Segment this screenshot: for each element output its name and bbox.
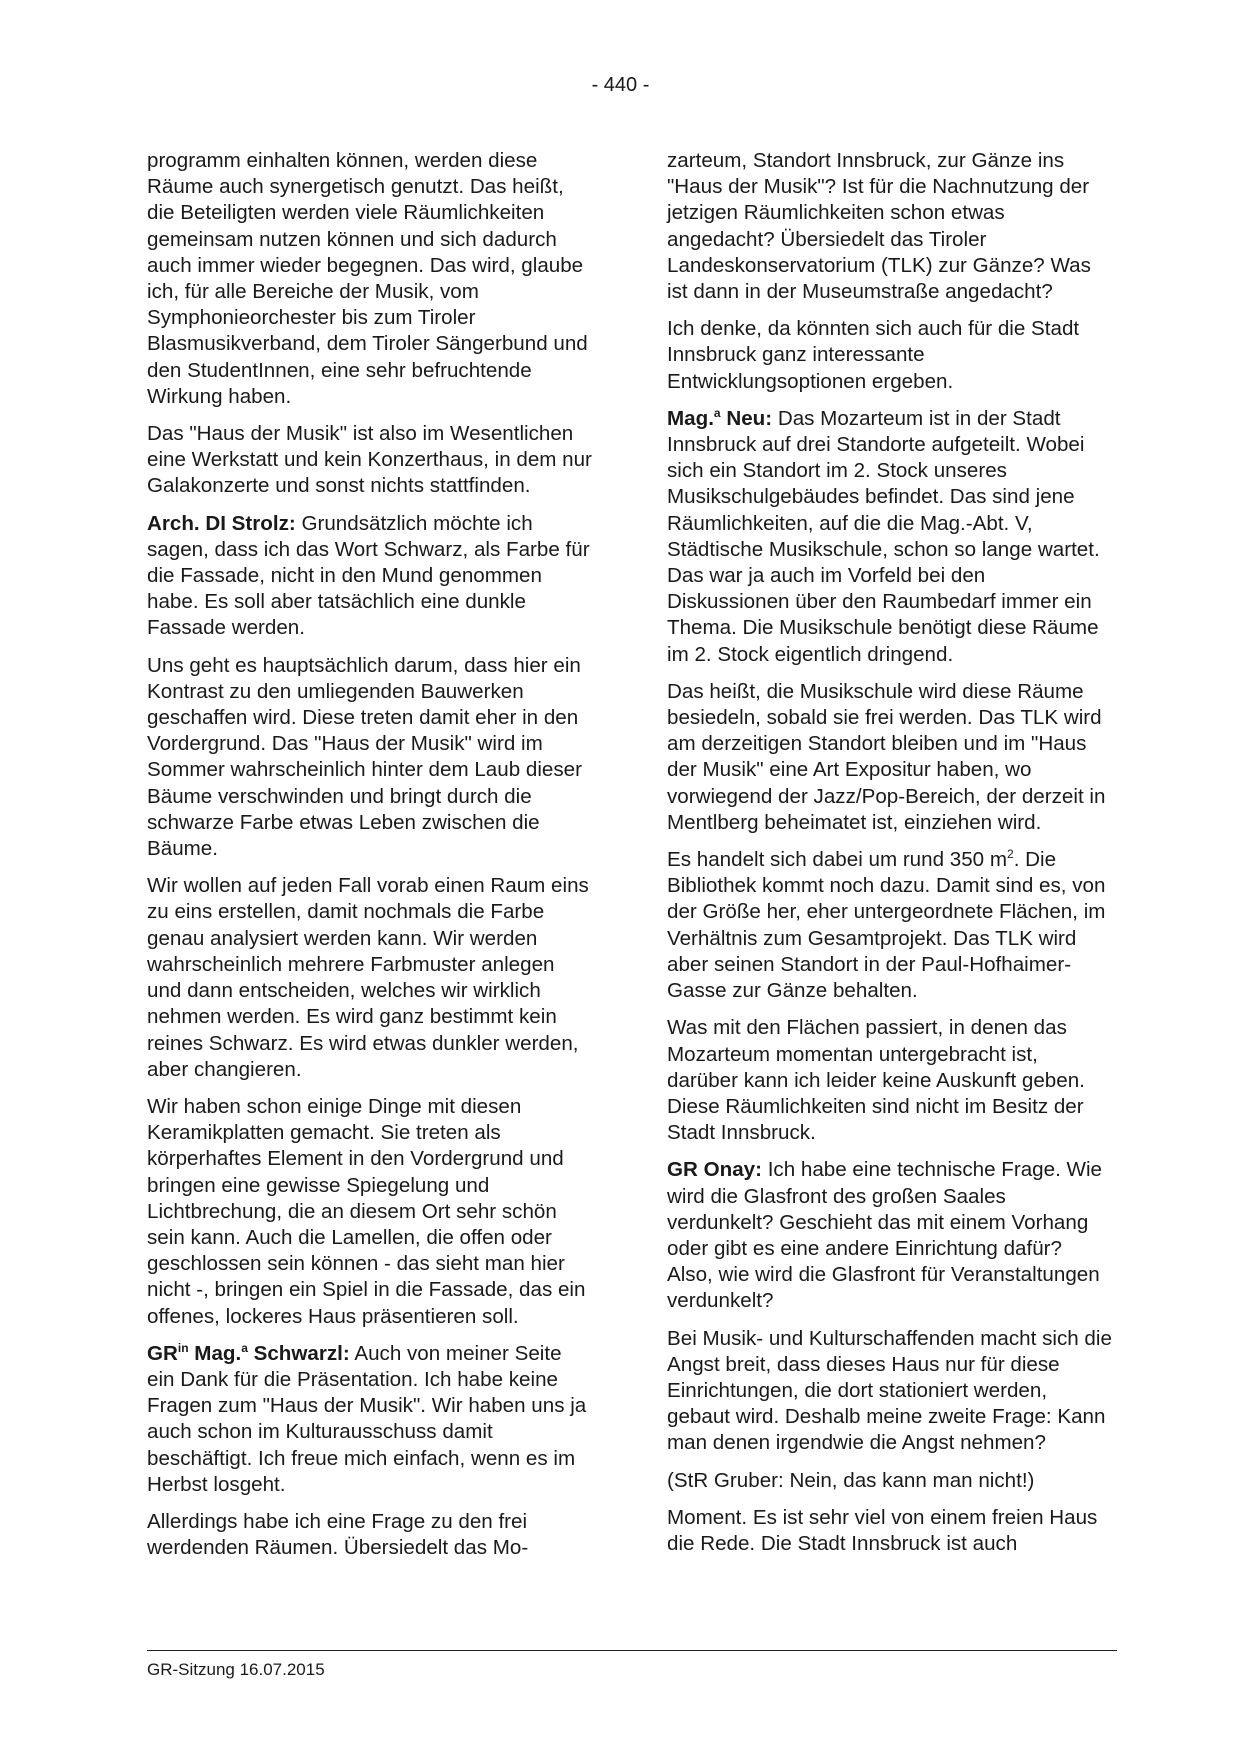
paragraph: zarteum, Standort Innsbruck, zur Gänze ins "Haus der Musik"? Ist für die Nachnutzung der jetzigen Räumlichkeiten schon etwas angedacht? Übersiedelt das Tiroler Landeskonservatorium (TLK) zur Gänze? Was ist dann in der Museumstraße angedacht? [667, 149, 1091, 304]
speaker-name: Arch. DI Strolz: [147, 511, 296, 535]
speaker-name [147, 1342, 350, 1365]
left-column [147, 148, 592, 1572]
speaker-name [667, 407, 772, 430]
paragraph [667, 406, 1112, 668]
right-column [667, 148, 1112, 1568]
paragraph: Wir wollen auf jeden Fall vorab einen Raum eins zu eins erstellen, damit nochmals die Farbe genau analysiert werden kann. Wir werden wahrscheinlich mehrere Farbmuster anlegen und dann entscheiden, welches wir wirklich nehmen werden. Es wird ganz bestimmt kein reines Schwarz. Es wird etwas dunkler werden, aber changieren. [147, 874, 589, 1081]
paragraph [147, 511, 592, 642]
footer-session-label: GR-Sitzung 16.07.2015 [147, 1660, 325, 1679]
paragraph: Moment. Es ist sehr viel von einem freien Haus die Rede. Die Stadt Innsbruck ist auch [667, 1505, 1098, 1555]
paragraph: Was mit den Flächen passiert, in denen das Mozarteum momentan untergebracht ist, darüber kann ich leider keine Auskunft geben. Diese Räumlichkeiten sind nicht im Besitz der Stadt Innsbruck. [667, 1016, 1085, 1145]
paragraph: Das heißt, die Musikschule wird diese Räume besiedeln, sobald sie frei werden. Das TLK wird am derzeitigen Standort bleiben und im "Haus der Musik" eine Art Expositur haben, wo vorwiegend der Jazz/Pop-Bereich, der derzeit in Mentlberg beheimatet ist, einziehen wird. [667, 679, 1106, 834]
speech-text: Grundsätzlich möchte ich sagen, dass ich das Wort Schwarz, als Farbe für die Fassade, nicht in den Mund genommen habe. Es soll aber tatsächlich eine dunkle Fassade werden. [147, 511, 590, 640]
footer-divider [147, 1650, 1117, 1651]
superscript: 2 [1007, 847, 1014, 862]
speaker-title: GR [147, 1341, 178, 1365]
speaker-surname: Schwarzl: [247, 1341, 350, 1365]
paragraph: Das "Haus der Musik" ist also im Wesentlichen eine Werkstatt und kein Konzerthaus, in dem nur Galakonzerte und sonst nichts stattfinden. [147, 422, 592, 498]
speaker-name: GR Onay: [667, 1158, 762, 1182]
paragraph: Ich denke, da könnten sich auch für die Stadt Innsbruck ganz interessante Entwicklungsoptionen ergeben. [667, 317, 1080, 393]
speaker-surname: Neu: [720, 406, 773, 430]
speech-text: . Die Bibliothek kommt noch dazu. Damit sind es, von der Größe her, eher untergeordnete Flächen, im Verhältnis zum Gesamtprojekt. Das TLK wird aber seinen Standort in der Paul-Hofhaimer-Gasse zur Gänze behalten. [667, 848, 1106, 1003]
paragraph: Wir haben schon einige Dinge mit diesen Keramikplatten gemacht. Sie treten als körperhaftes Element in den Vordergrund und bringen eine gewisse Spiegelung und Lichtbrechung, die an diesem Ort sehr schön sein kann. Auch die Lamellen, die offen oder geschlossen sein können - das sieht man hier nicht -, bringen ein Spiel in die Fassade, das ein offenes, lockeres Haus präsentieren soll. [147, 1094, 586, 1328]
paragraph: programm einhalten können, werden diese Räume auch synergetisch genutzt. Das heißt, die Beteiligten werden viele Räumlichkeiten gemeinsam nutzen können und sich dadurch auch immer wieder begegnen. Das wird, glaube ich, für alle Bereiche der Musik, vom Symphonieorchester bis zum Tiroler Blasmusikverband, dem Tiroler Sängerbund und den StudentInnen, eine sehr befruchtende Wirkung haben. [147, 149, 588, 408]
speaker-title: Mag. [188, 1341, 242, 1365]
superscript: a [241, 1340, 248, 1355]
paragraph: Bei Musik- und Kulturschaffenden macht sich die Angst breit, dass dieses Haus nur für diese Einrichtungen, die dort stationiert werden, gebaut wird. Deshalb meine zweite Frage: Kann man denen irgendwie die Angst nehmen? [667, 1326, 1112, 1455]
speech-text: Ich habe eine technische Frage. Wie wird die Glasfront des großen Saales verdunkelt? Geschieht das mit einem Vorhang oder gibt es eine andere Einrichtung dafür? Also, wie wird die Glasfront für Veranstaltungen verdunkelt? [667, 1158, 1102, 1313]
speech-text: Das Mozarteum ist in der Stadt Innsbruck auf drei Standorte aufgeteilt. Wobei sich ein Standort im 2. Stock unseres Musikschulgebäudes befindet. Das sind jene Räumlichkeiten, auf die die Mag.-Abt. V, Städtische Musikschule, schon so lange wartet. Das war ja auch im Vorfeld bei den Diskussionen über den Raumbedarf immer ein Thema. Die Musikschule benötigt diese Räume im 2. Stock eigentlich dringend. [667, 406, 1100, 666]
superscript: a [713, 405, 721, 420]
speech-text: Auch von meiner Seite ein Dank für die Präsentation. Ich habe keine Fragen zum "Haus der Musik". Wir haben uns ja auch schon im Kulturausschuss damit beschäftigt. Ich freue mich einfach, wenn es im Herbst losgeht. [147, 1341, 587, 1496]
paragraph [667, 1157, 1112, 1314]
speech-text: Es handelt sich dabei um rund 350 m [667, 848, 1007, 872]
paragraph [667, 847, 1112, 1004]
speaker-title: Mag. [667, 406, 714, 430]
paragraph [147, 1341, 592, 1498]
paragraph: (StR Gruber: Nein, das kann man nicht!) [667, 1468, 1035, 1492]
page-number: - 440 - [591, 74, 650, 96]
paragraph: Allerdings habe ich eine Frage zu den frei werdenden Räumen. Übersiedelt das Mo- [147, 1509, 529, 1560]
paragraph: Uns geht es hauptsächlich darum, dass hier ein Kontrast zu den umliegenden Bauwerken geschaffen wird. Diese treten damit eher in den Vordergrund. Das "Haus der Musik" wird im Sommer wahrscheinlich hinter dem Laub dieser Bäume verschwinden und bringt durch die schwarze Farbe etwas Leben zwischen die Bäume. [147, 653, 582, 861]
superscript: in [177, 1340, 189, 1355]
